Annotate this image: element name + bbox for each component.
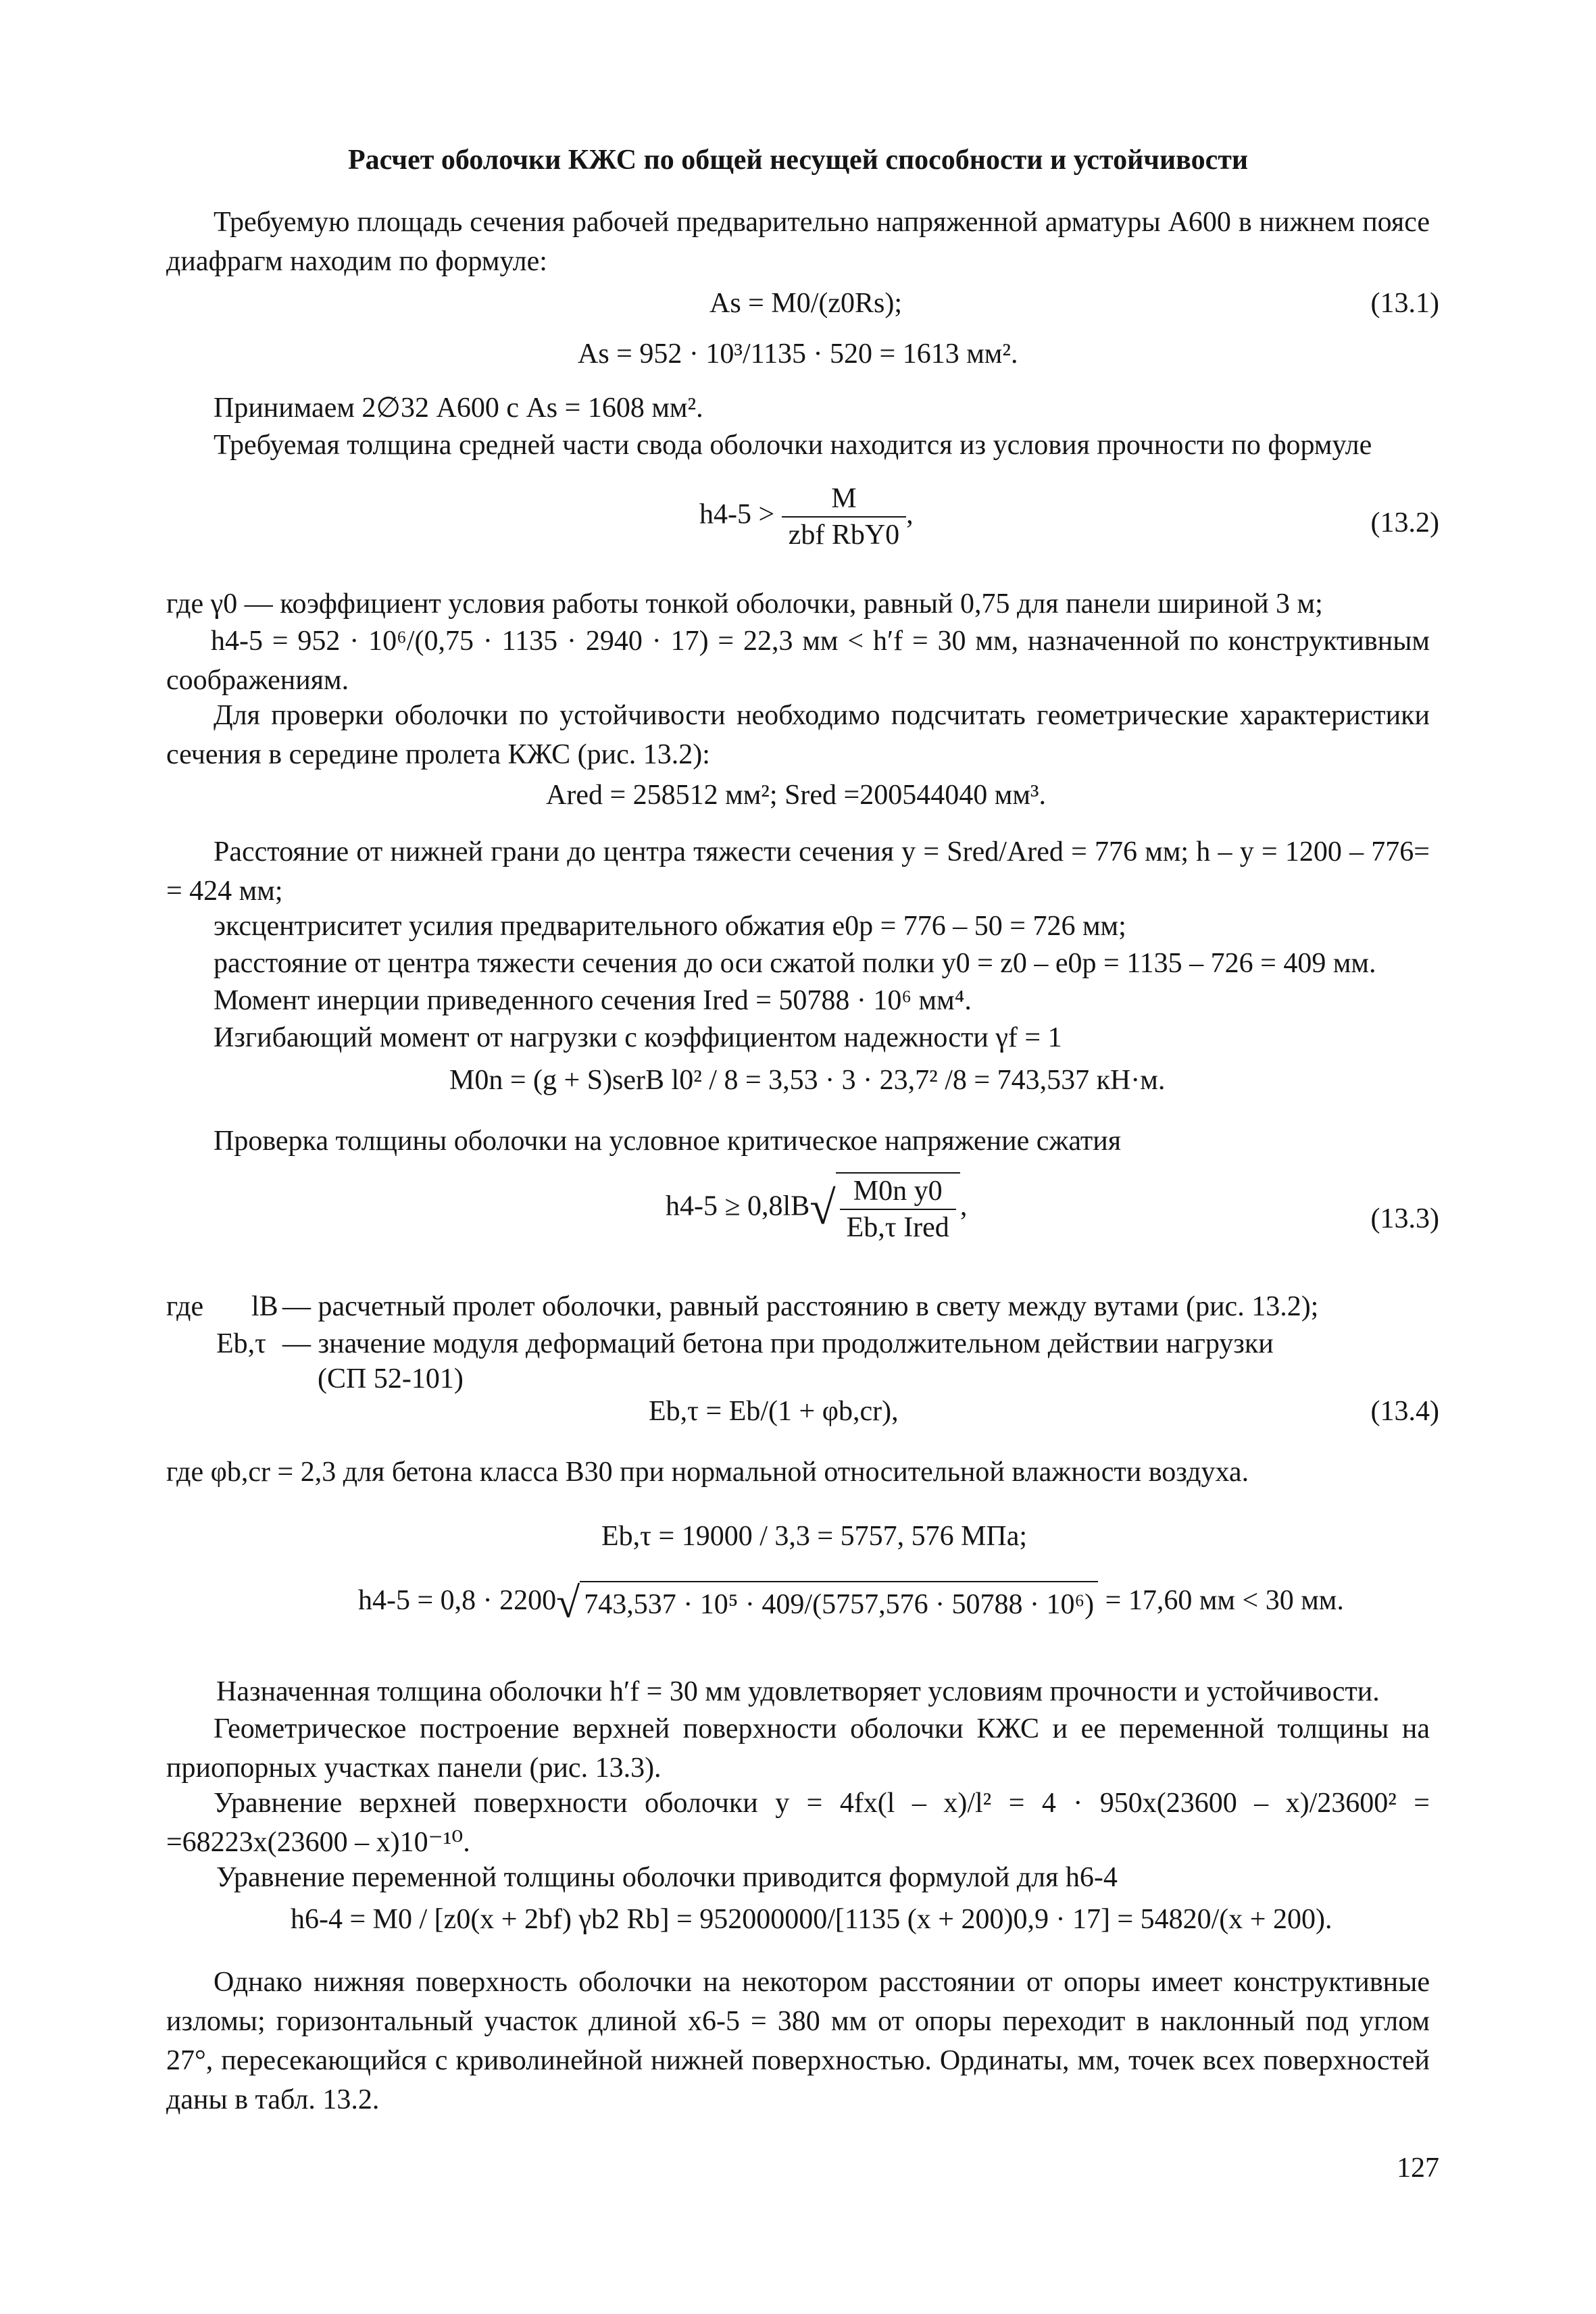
equation-13-2-denominator: zbf RbΥ0	[788, 520, 900, 551]
paragraph-stability-check: Для проверки оболочки по устойчивости необходимо подсчитать геометрические характеристики сечения в середине пролета КЖС (рис. 13.2):	[166, 700, 1430, 770]
definition-eb-text-2: (СП 52-101)	[318, 1363, 464, 1394]
equation-13-3-lhs: h4-5 ≥ 0,8lB	[666, 1190, 810, 1222]
paragraph-required-area: Требуемую площадь сечения рабочей предварительно напряженной арматуры А600 в нижнем поясе диафрагм находим по формуле:	[166, 207, 1430, 277]
definition-lb-text: — расчетный пролет оболочки, равный расстоянию в свету между вутами (рис. 13.2);	[282, 1291, 1319, 1322]
paragraph-creep-coefficient: где φb,cr = 2,3 для бетона класса В30 при нормальной относительной влажности воздуха.	[166, 1457, 1249, 1488]
paragraph-lower-surface: Однако нижняя поверхность оболочки на некотором расстоянии от опоры имеет конструктивные изломы; горизонтальный участок длиной x6-5 = 380 мм от опоры переходит в наклонный под углом 27°, пересекающийся с криволинейной нижней поверхностью. Ординаты, мм, точек всех поверхностей даны в табл. 13.2.	[166, 1967, 1430, 2115]
paragraph-bending-moment: Изгибающий момент от нагрузки с коэффициентом надежности γf = 1	[214, 1022, 1062, 1053]
equation-h45-check	[358, 1578, 1344, 1627]
sqrt-sign-2: √	[556, 1578, 580, 1627]
equation-13-2	[699, 481, 914, 553]
paragraph-assigned-thickness: Назначенная толщина оболочки h′f = 30 мм удовлетворяет условиям прочности и устойчивости.	[216, 1676, 1380, 1707]
equation-13-3-fraction	[840, 1174, 956, 1245]
equation-number-13-4: (13.4)	[1370, 1396, 1439, 1427]
equation-13-2-tail: ,	[906, 499, 914, 530]
equation-13-2-fraction	[782, 481, 906, 553]
paragraph-flange-distance: расстояние от центра тяжести сечения до оси сжатой полки y0 = z0 – e0p = 1135 – 726 = 409 мм.	[214, 948, 1376, 979]
equation-ared-sred: Ared = 258512 мм²; Sred =200544040 мм³.	[546, 780, 1046, 811]
paragraph-accept-rebar: Принимаем 2∅32 А600 с As = 1608 мм².	[214, 393, 703, 424]
equation-number-13-3: (13.3)	[1370, 1203, 1439, 1234]
equation-h45-radical: 743,537 · 10⁵ · 409/(5757,576 · 50788 · 10⁶)	[580, 1581, 1098, 1624]
equation-13-3	[666, 1172, 967, 1245]
equation-13-3-tail: ,	[959, 1190, 968, 1222]
paragraph-centroid-distance: Расстояние от нижней грани до центра тяжести сечения y = Sred/Ared = 776 мм; h – y = 1200 – 776= = 424 мм;	[166, 836, 1430, 907]
equation-13-2-numerator: M	[782, 481, 906, 518]
definition-lb-symbol: lB	[251, 1291, 278, 1322]
sqrt-sign: √	[809, 1182, 836, 1234]
equation-number-13-1: (13.1)	[1370, 288, 1439, 319]
definition-eb-symbol: Eb,τ	[216, 1328, 267, 1359]
definition-eb-text: — значение модуля деформаций бетона при продолжительном действии нагрузки	[282, 1328, 1274, 1359]
equation-h64: h6-4 = M0 / [z0(x + 2bf) γb2 Rb] = 952000000/[1135 (x + 200)0,9 · 17] = 54820/(x + 200).	[291, 1904, 1332, 1935]
page-title: Расчет оболочки КЖС по общей несущей способности и устойчивости	[347, 145, 1249, 176]
equation-13-3-numerator: M0n y0	[840, 1174, 956, 1210]
equation-13-1: As = M0/(z0Rs);	[709, 288, 903, 319]
equation-13-4: Eb,τ = Eb/(1 + φb,cr),	[649, 1396, 899, 1427]
equation-m0n: M0n = (g + S)serB l0² / 8 = 3,53 · 3 · 23,7² /8 = 743,537 кН·м.	[449, 1065, 1166, 1096]
equation-13-3-denominator: Eb,τ Ired	[846, 1212, 949, 1243]
paragraph-critical-stress: Проверка толщины оболочки на условное критическое напряжение сжатия	[214, 1126, 1122, 1157]
paragraph-variable-thickness: Уравнение переменной толщины оболочки приводится формулой для h6-4	[216, 1862, 1118, 1893]
paragraph-upper-surface-equation: Уравнение верхней поверхности оболочки y = 4fx(l – x)/l² = 4 · 950x(23600 – x)/23600² = =68223x(23600 – x)10⁻¹⁰.	[166, 1788, 1430, 1858]
definition-where: где	[166, 1291, 204, 1322]
equation-h45-lhs: h4-5 = 0,8 · 2200	[358, 1585, 557, 1616]
paragraph-required-thickness: Требуемая толщина средней части свода оболочки находится из условия прочности по формуле	[214, 430, 1372, 461]
paragraph-thickness-check: h4-5 = 952 · 10⁶/(0,75 · 1135 · 2940 · 17) = 22,3 мм < h′f = 30 мм, назначенной по конструктивным соображениям.	[166, 626, 1430, 696]
equation-13-2-lhs: h4-5 >	[699, 499, 775, 530]
equation-number-13-2: (13.2)	[1370, 507, 1439, 538]
equation-eb-value: Eb,τ = 19000 / 3,3 = 5757, 576 МПа;	[601, 1521, 1028, 1552]
equation-13-3-radical	[836, 1172, 960, 1245]
paragraph-gamma-coefficient: где γ0 — коэффициент условия работы тонкой оболочки, равный 0,75 для панели шириной 3 м;	[166, 588, 1323, 620]
equation-h45-rhs: = 17,60 мм < 30 мм.	[1105, 1585, 1344, 1616]
paragraph-geometric-construction: Геометрическое построение верхней поверхности оболочки КЖС и ее переменной толщины на приопорных участках панели (рис. 13.3).	[166, 1713, 1430, 1784]
equation-as-value: As = 952 · 10³/1135 · 520 = 1613 мм².	[578, 338, 1018, 370]
page-number: 127	[1397, 2153, 1439, 2184]
paragraph-inertia-moment: Момент инерции приведенного сечения Ired = 50788 · 10⁶ мм⁴.	[214, 985, 972, 1016]
paragraph-eccentricity: эксцентриситет усилия предварительного обжатия e0p = 776 – 50 = 726 мм;	[214, 911, 1126, 942]
